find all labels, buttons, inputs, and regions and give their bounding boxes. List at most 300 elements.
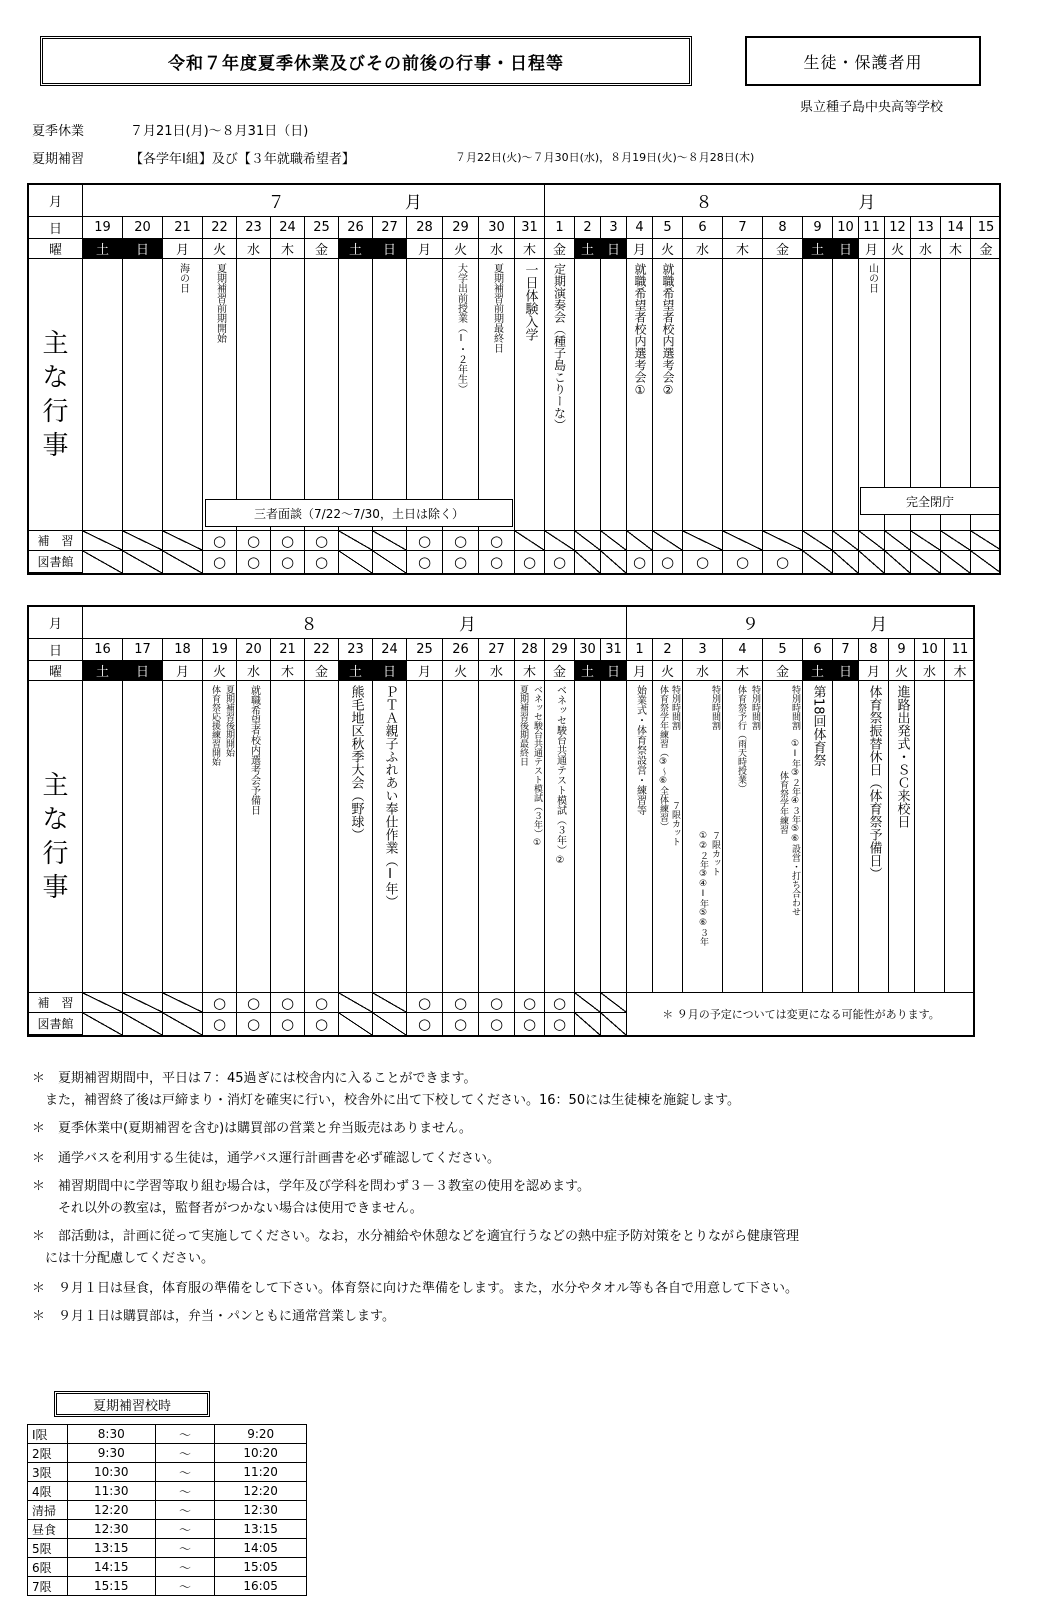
day-cell: 31 (515, 217, 545, 239)
event-cell (163, 259, 203, 531)
page-title: 令和７年度夏季休業及びその前後の行事・日程等 (168, 53, 564, 74)
event-cell (407, 681, 443, 993)
weekday-cell: 土 (803, 661, 833, 681)
day-cell: 12 (885, 217, 911, 239)
month-name: ７ (267, 193, 285, 213)
audience-box (745, 36, 981, 86)
day-cell: 25 (305, 217, 339, 239)
hoshu-cell: ○ (479, 993, 515, 1013)
event-text: 体育祭振替休日（体育祭予備日） (866, 685, 882, 880)
day-cell: 8 (763, 217, 803, 239)
day-cell: 26 (443, 639, 479, 661)
info-label-hoshu: 夏期補習 (32, 152, 85, 167)
event-cell (859, 681, 889, 993)
row-label-weekday: 曜 (29, 239, 83, 259)
day-cell: 21 (271, 639, 305, 661)
events-label (42, 769, 68, 905)
event-cell (653, 681, 683, 993)
hoshu-cell (83, 531, 123, 551)
note-item (32, 1148, 500, 1170)
day-cell: 5 (763, 639, 803, 661)
schedule-title (54, 1391, 210, 1417)
weekday-cell: 月 (163, 239, 203, 259)
event-text: ＰＴＡ親子ふれあい奉仕作業（Ⅰ年） (382, 685, 398, 908)
event-cell (443, 259, 479, 531)
event-cell (601, 681, 627, 993)
row-label-library: 図書館 (29, 1013, 83, 1035)
note-item (32, 1226, 799, 1270)
event-text: 就職希望者校内選考会② (661, 263, 675, 397)
note-line: ＊ 夏期補習期間中，平日は７：45過ぎには校舎内に入ることができます。 (32, 1071, 477, 1086)
weekday-cell: 日 (601, 661, 627, 681)
event-cell (123, 681, 163, 993)
hoshu-cell: ○ (479, 531, 515, 551)
day-cell: 7 (723, 217, 763, 239)
events-label-char: 行 (42, 396, 69, 427)
row-label-events (29, 259, 83, 531)
hoshu-cell (803, 531, 833, 551)
weekday-cell: 火 (443, 239, 479, 259)
weekday-cell: 金 (305, 239, 339, 259)
day-cell: 15 (971, 217, 1001, 239)
library-cell (911, 551, 941, 573)
library-cell: ○ (545, 1013, 575, 1035)
event-text: 一日体験入学 (522, 263, 538, 341)
library-cell: ○ (683, 551, 723, 573)
day-cell: 29 (545, 639, 575, 661)
event-text: 特別時間割 (670, 685, 680, 730)
library-cell: ○ (479, 551, 515, 573)
schedule-cell: 3限 (28, 1463, 68, 1482)
day-cell: 6 (683, 217, 723, 239)
day-cell: 7 (833, 639, 859, 661)
schedule-cell: 12:20 (215, 1482, 307, 1501)
library-cell (601, 551, 627, 573)
event-cell (803, 681, 833, 993)
schedule-cell: ～ (155, 1444, 215, 1463)
schedule-cell: 9:30 (67, 1444, 155, 1463)
schedule-row (28, 1558, 307, 1577)
weekday-cell: 日 (601, 239, 627, 259)
schedule-cell: 11:30 (67, 1482, 155, 1501)
weekday-cell: 金 (545, 239, 575, 259)
info-dates-hoshu: ７月22日(火)～７月30日(水)，８月19日(火)～８月28日(木) (455, 151, 755, 164)
info-label-vacation: 夏季休業 (32, 124, 85, 139)
event-cell (83, 681, 123, 993)
schedule-row (28, 1501, 307, 1520)
schedule-cell: ～ (155, 1482, 215, 1501)
event-cell (763, 259, 803, 531)
month-suffix: 月 (870, 615, 888, 635)
hoshu-cell: ○ (407, 531, 443, 551)
event-cell (833, 259, 859, 531)
info-text-vacation: ７月21日(月)～８月31日（日) (130, 124, 309, 139)
hoshu-cell: ○ (203, 993, 237, 1013)
month-header (83, 185, 545, 217)
event-cell (203, 259, 237, 531)
schedule-cell: 6限 (28, 1558, 68, 1577)
day-cell: 21 (163, 217, 203, 239)
weekday-cell: 月 (859, 239, 885, 259)
event-text: 体育祭予行（雨天時授業） (736, 685, 746, 793)
schedule-row (28, 1482, 307, 1501)
note-item (32, 1118, 472, 1140)
schedule-cell: 15:15 (67, 1577, 155, 1596)
weekday-cell: 金 (971, 239, 1001, 259)
event-cell (803, 259, 833, 531)
library-cell (941, 551, 971, 573)
schedule-cell: 12:20 (67, 1501, 155, 1520)
day-cell: 22 (203, 217, 237, 239)
weekday-cell: 水 (237, 239, 271, 259)
calendar-table-august-september (27, 605, 975, 1037)
hoshu-cell: ○ (203, 531, 237, 551)
hoshu-cell (683, 531, 723, 551)
library-cell (83, 551, 123, 573)
month-name: ９ (741, 615, 759, 635)
day-cell: 29 (443, 217, 479, 239)
hoshu-cell (971, 531, 1001, 551)
library-cell (339, 551, 373, 573)
weekday-cell: 金 (763, 661, 803, 681)
library-cell: ○ (443, 1013, 479, 1035)
weekday-cell: 日 (833, 239, 859, 259)
library-cell: ○ (203, 1013, 237, 1035)
hoshu-cell: ○ (271, 531, 305, 551)
note-line: ＊ 補習期間中に学習等取り組む場合は，学年及び学科を問わず３－３教室の使用を認めます。 (32, 1179, 590, 1194)
schedule-cell: 14:05 (215, 1539, 307, 1558)
day-cell: 28 (407, 217, 443, 239)
library-cell: ○ (203, 551, 237, 573)
note-item (32, 1068, 740, 1112)
schedule-row (28, 1520, 307, 1539)
library-cell: ○ (305, 551, 339, 573)
event-cell (203, 681, 237, 993)
library-cell (575, 1013, 601, 1035)
row-label-month: 月 (29, 607, 83, 639)
events-label (42, 327, 68, 463)
event-cell (123, 259, 163, 531)
day-cell: 27 (479, 639, 515, 661)
event-cell (723, 681, 763, 993)
schedule-row (28, 1444, 307, 1463)
event-cell (407, 259, 443, 531)
interview-overlay: 三者面談（7/22～7/30，土日は除く） (205, 499, 513, 527)
month-header (545, 185, 1001, 217)
events-label-char: 事 (42, 430, 69, 461)
event-cell (443, 681, 479, 993)
event-text: 体育祭応援練習開始 (210, 685, 220, 766)
event-cell (545, 681, 575, 993)
schedule-cell: ～ (155, 1425, 215, 1444)
event-cell (515, 681, 545, 993)
schedule-cell: 清掃 (28, 1501, 68, 1520)
library-cell: ○ (271, 1013, 305, 1035)
library-cell (971, 551, 1001, 573)
library-cell: ○ (407, 551, 443, 573)
weekday-cell: 木 (945, 661, 975, 681)
day-cell: 3 (683, 639, 723, 661)
hoshu-cell: ○ (515, 993, 545, 1013)
day-cell: 30 (479, 217, 515, 239)
hoshu-cell: ○ (305, 993, 339, 1013)
weekday-cell: 月 (407, 661, 443, 681)
note-line: ＊ 夏季休業中(夏期補習を含む)は購買部の営業と弁当販売はありません。 (32, 1121, 472, 1136)
library-cell (833, 551, 859, 573)
hoshu-cell (575, 993, 601, 1013)
events-label-char: な (42, 804, 69, 835)
library-cell: ○ (271, 551, 305, 573)
events-label-char: 主 (42, 328, 69, 359)
event-text: 就職希望者校内選考会予備日 (248, 685, 260, 815)
event-text: ①②２年③④Ⅰ年⑤⑥３年 (698, 831, 708, 946)
row-label-events (29, 681, 83, 993)
library-cell (83, 1013, 123, 1035)
events-label-char: 行 (42, 838, 69, 869)
event-cell (339, 259, 373, 531)
event-text: 進路出発式・ＳＣ来校日 (894, 685, 910, 828)
event-cell (271, 259, 305, 531)
weekday-cell: 木 (723, 239, 763, 259)
library-cell: ○ (237, 551, 271, 573)
weekday-cell: 木 (515, 661, 545, 681)
schedule-cell: 14:15 (67, 1558, 155, 1577)
hoshu-cell (859, 531, 885, 551)
hoshu-cell: ○ (271, 993, 305, 1013)
day-cell: 14 (941, 217, 971, 239)
hoshu-cell (373, 531, 407, 551)
hoshu-cell (911, 531, 941, 551)
day-cell: 30 (575, 639, 601, 661)
hoshu-cell: ○ (407, 993, 443, 1013)
hoshu-cell (163, 531, 203, 551)
library-cell (123, 551, 163, 573)
info-text-hoshu: 【各学年Ⅰ組】及び【３年就職希望者】 (130, 152, 355, 167)
event-text: ベネッセ駿台共通テスト模試（３年）② (554, 685, 566, 866)
library-cell: ○ (763, 551, 803, 573)
day-cell: 3 (601, 217, 627, 239)
title-box (40, 36, 692, 86)
event-cell (479, 681, 515, 993)
library-cell: ○ (479, 1013, 515, 1035)
event-cell (575, 259, 601, 531)
event-text: 特別時間割 (790, 685, 800, 730)
weekday-cell: 火 (203, 239, 237, 259)
row-label-hoshu: 補 習 (29, 993, 83, 1013)
events-label-char: 主 (42, 770, 69, 801)
day-cell: 10 (915, 639, 945, 661)
event-text: 熊毛地区秋季大会（野球） (348, 685, 364, 841)
weekday-cell: 土 (83, 661, 123, 681)
event-text: 海の日 (177, 263, 189, 293)
weekday-cell: 木 (941, 239, 971, 259)
weekday-cell: 月 (859, 661, 889, 681)
weekday-cell: 木 (271, 239, 305, 259)
library-cell: ○ (443, 551, 479, 573)
event-cell (601, 259, 627, 531)
library-cell (859, 551, 885, 573)
schedule-cell: ～ (155, 1501, 215, 1520)
hoshu-cell: ○ (237, 531, 271, 551)
library-cell: ○ (545, 551, 575, 573)
event-text: ベネッセ駿台共通テスト模試（３年）① (532, 685, 542, 848)
schedule-cell: 12:30 (215, 1501, 307, 1520)
library-cell: ○ (653, 551, 683, 573)
day-cell: 24 (373, 639, 407, 661)
day-cell: 24 (271, 217, 305, 239)
schedule-cell: 16:05 (215, 1577, 307, 1596)
schedule-cell: ～ (155, 1558, 215, 1577)
row-label-day: 日 (29, 639, 83, 661)
hoshu-cell (627, 531, 653, 551)
event-cell (889, 681, 915, 993)
day-cell: 8 (859, 639, 889, 661)
hoshu-cell (83, 993, 123, 1013)
day-cell: 13 (911, 217, 941, 239)
weekday-cell: 火 (889, 661, 915, 681)
schedule-row (28, 1425, 307, 1444)
hoshu-cell (885, 531, 911, 551)
day-cell: 31 (601, 639, 627, 661)
note-line: また，補習終了後は戸締まり・消灯を確実に行い，校舎外に出て下校してください。16：50には生徒棟を施錠します。 (32, 1093, 741, 1108)
schedule-cell: 2限 (28, 1444, 68, 1463)
month-suffix: 月 (404, 193, 422, 213)
weekday-cell: 土 (83, 239, 123, 259)
day-cell: 11 (859, 217, 885, 239)
library-cell (885, 551, 911, 573)
schedule-cell: ～ (155, 1577, 215, 1596)
schedule-row (28, 1463, 307, 1482)
row-label-day: 日 (29, 217, 83, 239)
weekday-cell: 土 (575, 661, 601, 681)
note-line: ＊ ９月１日は昼食，体育服の準備をして下さい。体育祭に向けた準備をします。また，水分やタオル等も各自で用意して下さい。 (32, 1281, 798, 1296)
event-cell (163, 681, 203, 993)
weekday-cell: 金 (545, 661, 575, 681)
hoshu-cell (601, 993, 627, 1013)
day-cell: 4 (627, 217, 653, 239)
hoshu-cell (941, 531, 971, 551)
event-cell (237, 681, 271, 993)
day-cell: 11 (945, 639, 975, 661)
hoshu-cell (339, 993, 373, 1013)
event-cell (305, 681, 339, 993)
library-cell (803, 551, 833, 573)
day-cell: 2 (653, 639, 683, 661)
day-cell: 5 (653, 217, 683, 239)
day-cell: 2 (575, 217, 601, 239)
note-item (32, 1176, 590, 1220)
day-cell: 18 (163, 639, 203, 661)
note-line: ＊ 通学バスを利用する生徒は，通学バス運行計画書を必ず確認してください。 (32, 1151, 501, 1166)
weekday-cell: 水 (915, 661, 945, 681)
event-cell (305, 259, 339, 531)
day-cell: 10 (833, 217, 859, 239)
hoshu-cell (575, 531, 601, 551)
schedule-cell: 4限 (28, 1482, 68, 1501)
library-cell: ○ (515, 551, 545, 573)
hoshu-cell (833, 531, 859, 551)
library-cell (575, 551, 601, 573)
schedule-cell: ～ (155, 1463, 215, 1482)
schedule-cell: 8:30 (67, 1425, 155, 1444)
hoshu-cell: ○ (443, 531, 479, 551)
event-cell (627, 259, 653, 531)
day-cell: 16 (83, 639, 123, 661)
event-cell (945, 681, 975, 993)
month-name: ８ (695, 193, 713, 213)
month-suffix: 月 (459, 615, 477, 635)
event-text: 特別時間割 (750, 685, 760, 730)
weekday-cell: 火 (885, 239, 911, 259)
weekday-cell: 木 (271, 661, 305, 681)
note-item (32, 1278, 798, 1300)
schedule-cell: 13:15 (67, 1539, 155, 1558)
row-label-weekday: 曜 (29, 661, 83, 681)
hoshu-cell (763, 531, 803, 551)
note-line: には十分配慮してください。 (32, 1251, 215, 1266)
weekday-cell: 火 (203, 661, 237, 681)
event-text: 大学出前授業（Ⅰ・２年生） (455, 263, 467, 394)
schedule-cell: 12:30 (67, 1520, 155, 1539)
row-label-library: 図書館 (29, 551, 83, 573)
library-cell (601, 1013, 627, 1035)
weekday-cell: 水 (911, 239, 941, 259)
hoshu-cell (515, 531, 545, 551)
day-cell: 9 (803, 217, 833, 239)
month-header (83, 607, 627, 639)
school-name: 県立種子島中央高等学校 (800, 100, 944, 115)
weekday-cell: 日 (123, 239, 163, 259)
weekday-cell: 月 (407, 239, 443, 259)
event-text: 定期演奏会（種子島こりーな） (552, 263, 567, 431)
day-cell: 17 (123, 639, 163, 661)
hoshu-cell (373, 993, 407, 1013)
weekday-cell: 日 (123, 661, 163, 681)
event-cell (83, 259, 123, 531)
event-cell (627, 681, 653, 993)
event-text: 体育祭学年練習（③～⑥全体練習） (658, 685, 668, 831)
note-item (32, 1306, 395, 1328)
event-cell (915, 681, 945, 993)
day-cell: 9 (889, 639, 915, 661)
month-name: ８ (300, 615, 318, 635)
event-cell (683, 681, 723, 993)
event-cell (339, 681, 373, 993)
day-cell: 22 (305, 639, 339, 661)
weekday-cell: 日 (373, 239, 407, 259)
day-cell: 20 (237, 639, 271, 661)
library-cell (373, 551, 407, 573)
library-cell (373, 1013, 407, 1035)
schedule-cell: ～ (155, 1520, 215, 1539)
event-cell (723, 259, 763, 531)
events-label-char: 事 (42, 872, 69, 903)
hoshu-cell (123, 531, 163, 551)
weekday-cell: 木 (723, 661, 763, 681)
day-cell: 23 (339, 639, 373, 661)
day-cell: 1 (627, 639, 653, 661)
hoshu-cell (339, 531, 373, 551)
event-text: 夏期補習前期開始 (214, 263, 226, 343)
hoshu-cell (653, 531, 683, 551)
schedule-table (27, 1424, 307, 1596)
event-text: ①Ⅰ年③２年④３年⑤⑥設営・打ち合わせ (790, 739, 800, 916)
library-cell: ○ (237, 1013, 271, 1035)
row-label-hoshu: 補 習 (29, 531, 83, 551)
event-cell (373, 681, 407, 993)
event-text: 体育祭学年練習 (778, 771, 788, 834)
day-cell: 28 (515, 639, 545, 661)
